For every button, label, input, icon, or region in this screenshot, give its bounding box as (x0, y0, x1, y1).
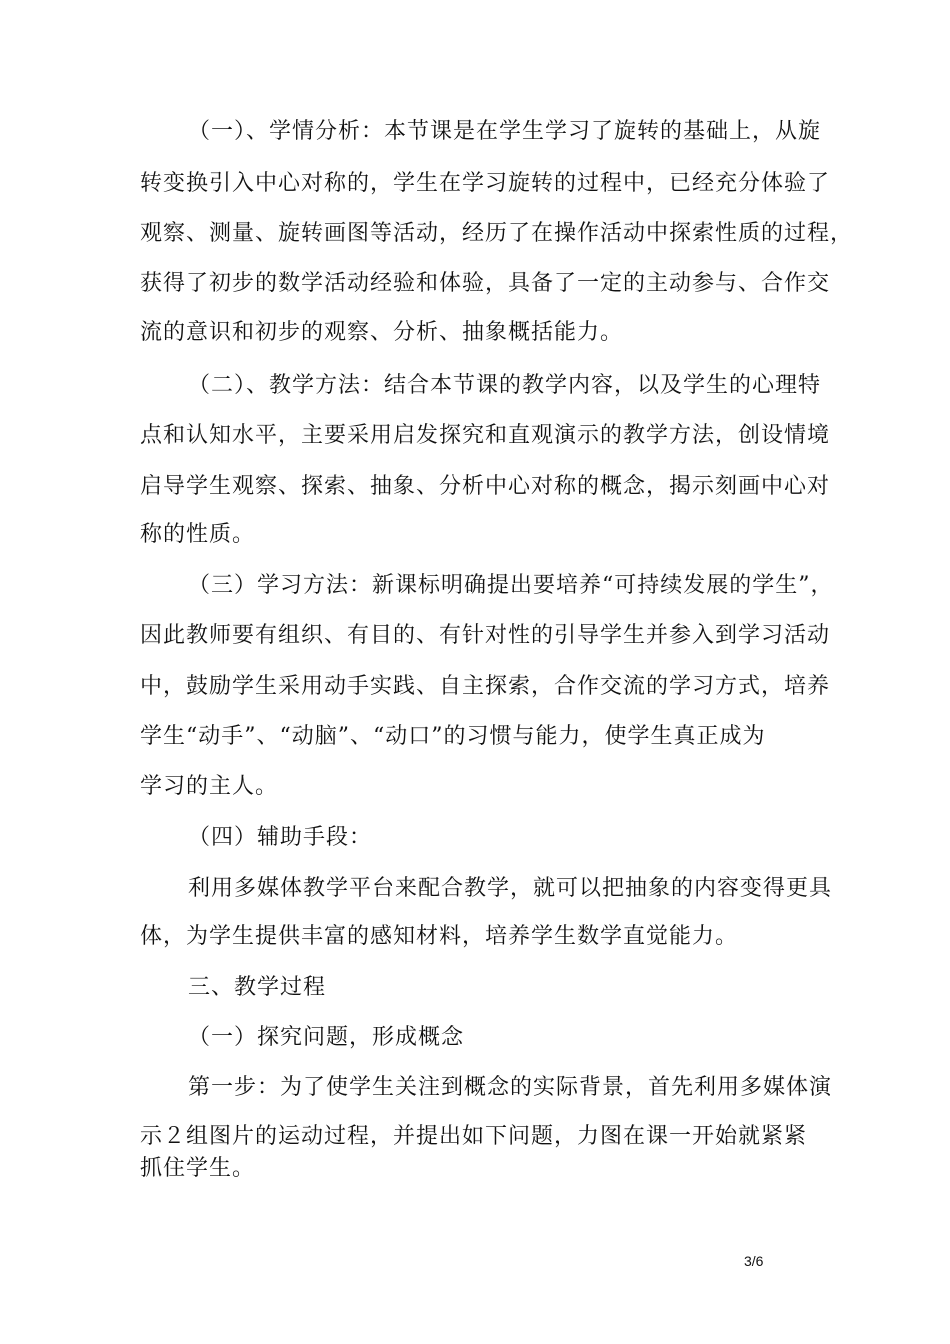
section-heading: 三、教学过程 (188, 975, 327, 1000)
text-line: 体，为学生提供丰富的感知材料，培养学生数学直觉能力。 (140, 924, 739, 949)
text-line: （四）辅助手段： (188, 825, 373, 850)
text-line: 学习的主人。 (140, 774, 279, 799)
text-line: 流的意识和初步的观察、分析、抽象概括能力。 (140, 320, 624, 345)
text-line: （二）、教学方法：结合本节课的教学内容，以及学生的心理特 (188, 373, 822, 398)
text-line: 启导学生观察、探索、抽象、分析中心对称的概念，揭示刻画中心对 (140, 474, 831, 499)
text-line: 获得了初步的数学活动经验和体验，具备了一定的主动参与、合作交 (140, 271, 831, 296)
text-line: （一）、学情分析：本节课是在学生学习了旋转的基础上，从旋 (188, 119, 822, 144)
subsection-heading: （一）探究问题，形成概念 (188, 1025, 465, 1050)
text-line: 称的性质。 (140, 522, 256, 547)
text-line: （三）学习方法：新课标明确提出要培养“可持续发展的学生”， (188, 573, 834, 598)
text-line: 观察、测量、旋转画图等活动，经历了在操作活动中探索性质的过程， (140, 221, 854, 246)
text-line: 点和认知水平，主要采用启发探究和直观演示的教学方法，创设情境 (140, 423, 831, 448)
text-line: 转变换引入中心对称的，学生在学习旋转的过程中，已经充分体验了 (140, 171, 831, 196)
text-line: 学生“动手”、“动脑”、“动口”的习惯与能力，使学生真正成为 (140, 724, 766, 749)
text-line: 利用多媒体教学平台来配合教学，就可以把抽象的内容变得更具 (188, 876, 833, 901)
text-line: 第一步：为了使学生关注到概念的实际背景，首先利用多媒体演 (188, 1075, 833, 1100)
text-line: 抓住学生。 (140, 1156, 256, 1181)
text-line: 中，鼓励学生采用动手实践、自主探索，合作交流的学习方式，培养 (140, 674, 831, 699)
page-number: 3/6 (744, 1253, 764, 1269)
text-line: 因此教师要有组织、有目的、有针对性的引导学生并参入到学习活动 (140, 623, 831, 648)
text-line: 示２组图片的运动过程，并提出如下问题，力图在课一开始就紧紧 (140, 1124, 808, 1149)
